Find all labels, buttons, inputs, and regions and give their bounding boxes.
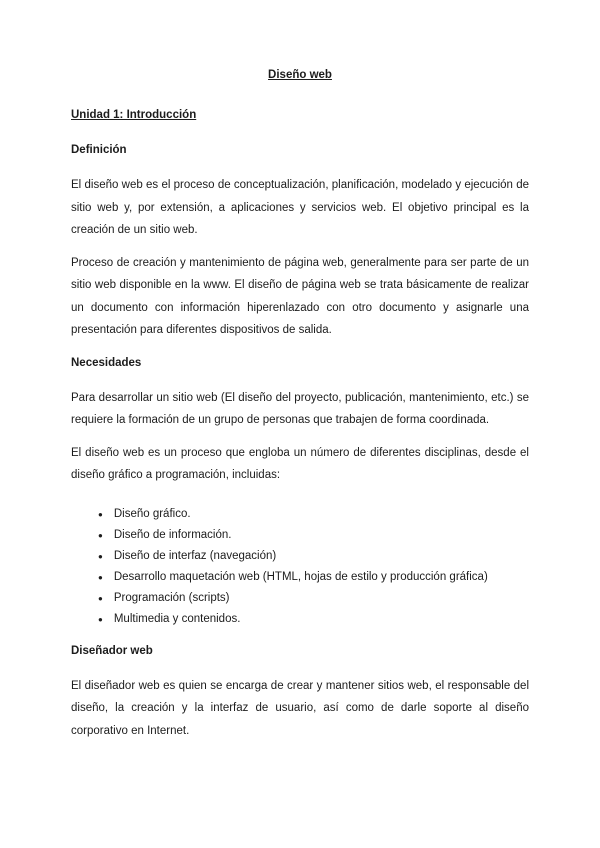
paragraph-necesidades-1: Para desarrollar un sitio web (El diseño del proyecto, publicación, mantenimiento, etc.) se requiere la formación de un grupo de personas que trabajen de forma coordinada.: [71, 391, 529, 426]
disciplines-list: [71, 504, 529, 630]
paragraph-disenador-1: El diseñador web es quien se encarga de crear y mantener sitios web, el responsable del diseño, la creación y la interfaz de usuario, así como de darle soporte al diseño corporativo en Internet.: [71, 679, 529, 737]
bullet-icon: ●: [98, 551, 103, 561]
list-item: [98, 567, 529, 588]
bullet-icon: ●: [98, 572, 103, 582]
list-item-text: Diseño gráfico.: [113, 507, 191, 520]
document-title: Diseño web: [268, 69, 332, 81]
list-item: [98, 546, 529, 567]
bullet-icon: ●: [98, 530, 103, 540]
paragraph-necesidades-2: El diseño web es un proceso que engloba un número de diferentes disciplinas, desde el diseño gráfico a programación, incluidas:: [71, 446, 529, 481]
paragraph-definicion-2: Proceso de creación y mantenimiento de página web, generalmente para ser parte de un sitio web disponible en la www. El diseño de página web se trata básicamente de realizar un documento con información hiperenlazado con otro documento y asignarle una presentación para diferentes dispositivos de salida.: [71, 256, 529, 336]
list-item: [98, 525, 529, 546]
list-item-text: Diseño de información.: [113, 528, 232, 541]
section-heading-necesidades: Necesidades: [71, 356, 142, 369]
list-item-text: Diseño de interfaz (navegación): [113, 549, 277, 562]
list-item: [98, 504, 529, 525]
list-item-text: Desarrollo maquetación web (HTML, hojas de estilo y producción gráfica): [113, 570, 488, 583]
section-heading-definicion: Definición: [71, 144, 127, 156]
paragraph-definicion-1: El diseño web es el proceso de conceptualización, planificación, modelado y ejecución de sitio web y, por extensión, a aplicaciones y servicios web. El objetivo principal es la creación de un sitio web.: [71, 179, 529, 236]
section-heading-disenador: Diseñador web: [71, 644, 153, 657]
bullet-icon: ●: [98, 614, 103, 624]
list-item: [98, 588, 529, 609]
bullet-icon: ●: [98, 593, 103, 603]
bullet-icon: ●: [98, 509, 103, 519]
list-item-text: Programación (scripts): [113, 591, 230, 604]
list-item-text: Multimedia y contenidos.: [113, 612, 241, 625]
unit-heading: Unidad 1: Introducción: [71, 109, 197, 121]
list-item: [98, 609, 529, 630]
